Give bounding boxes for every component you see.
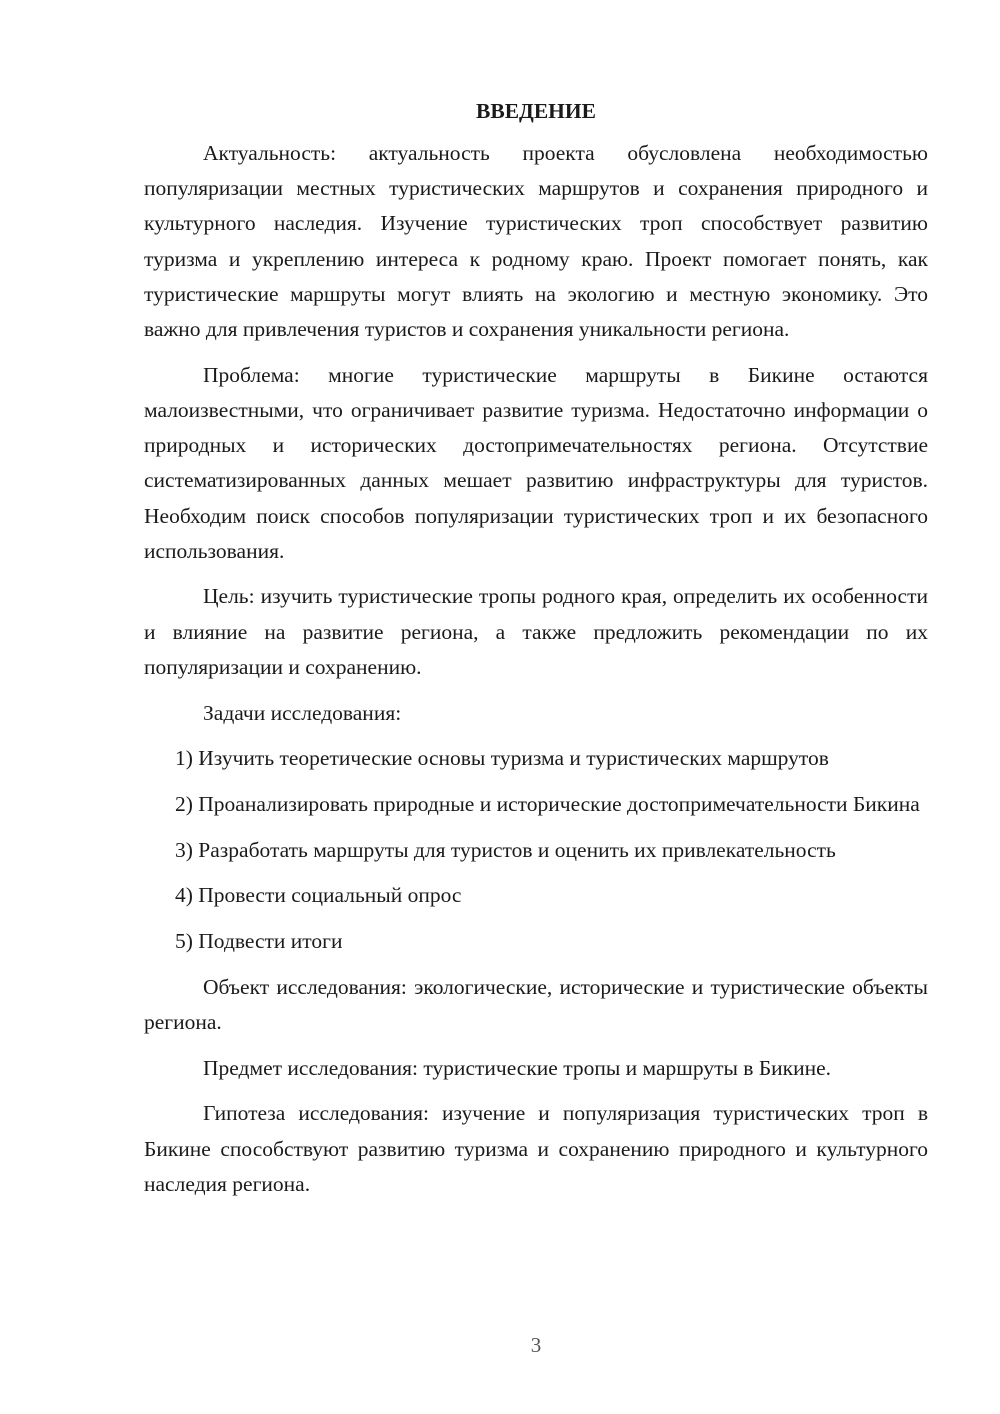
task-item-3: 3) Разработать маршруты для туристов и оценить их привлекательность [175, 837, 836, 862]
task-item-2: 2) Проанализировать природные и исторические достопримечательности Бикина [175, 791, 920, 816]
document-page [144, 94, 928, 1202]
paragraph-object: Объект исследования: экологические, исторические и туристические объекты региона. [144, 974, 928, 1034]
task-item-1: 1) Изучить теоретические основы туризма и туристических маршрутов [175, 746, 829, 771]
document-title: ВВЕДЕНИЕ [476, 99, 596, 123]
paragraph-hypothesis: Гипотеза исследования: изучение и популяризация туристических троп в Бикине способствуют развитию туризма и сохранению природного и культурного наследия региона. [144, 1101, 928, 1196]
paragraph-problem: Проблема: многие туристические маршруты в Бикине остаются малоизвестными, что ограничивает развитие туризма. Недостаточно информации о природных и исторических достопримечательностях региона. Отсутствие систематизированных данных мешает развитию инфраструктуры для туристов. Необходим поиск способов популяризации туристических троп и их безопасного использования. [144, 362, 928, 563]
task-item-5: 5) Подвести итоги [175, 929, 343, 954]
page-number: 3 [530, 1333, 542, 1357]
tasks-heading: Задачи исследования: [203, 700, 402, 725]
paragraph-goal: Цель: изучить туристические тропы родного края, определить их особенности и влияние на развитие региона, а также предложить рекомендации по их популяризации и сохранению. [144, 584, 928, 679]
paragraph-subject: Предмет исследования: туристические тропы и маршруты в Бикине. [203, 1055, 832, 1080]
task-item-4: 4) Провести социальный опрос [175, 883, 462, 908]
paragraph-relevance: Актуальность: актуальность проекта обусловлена необходимостью популяризации местных туристических маршрутов и сохранения природного и культурного наследия. Изучение туристических троп способствует развитию туризма и укреплению интереса к родному краю. Проект помогает понять, как туристические маршруты могут влиять на экологию и местную экономику. Это важно для привлечения туристов и сохранения уникальности региона. [144, 141, 928, 342]
